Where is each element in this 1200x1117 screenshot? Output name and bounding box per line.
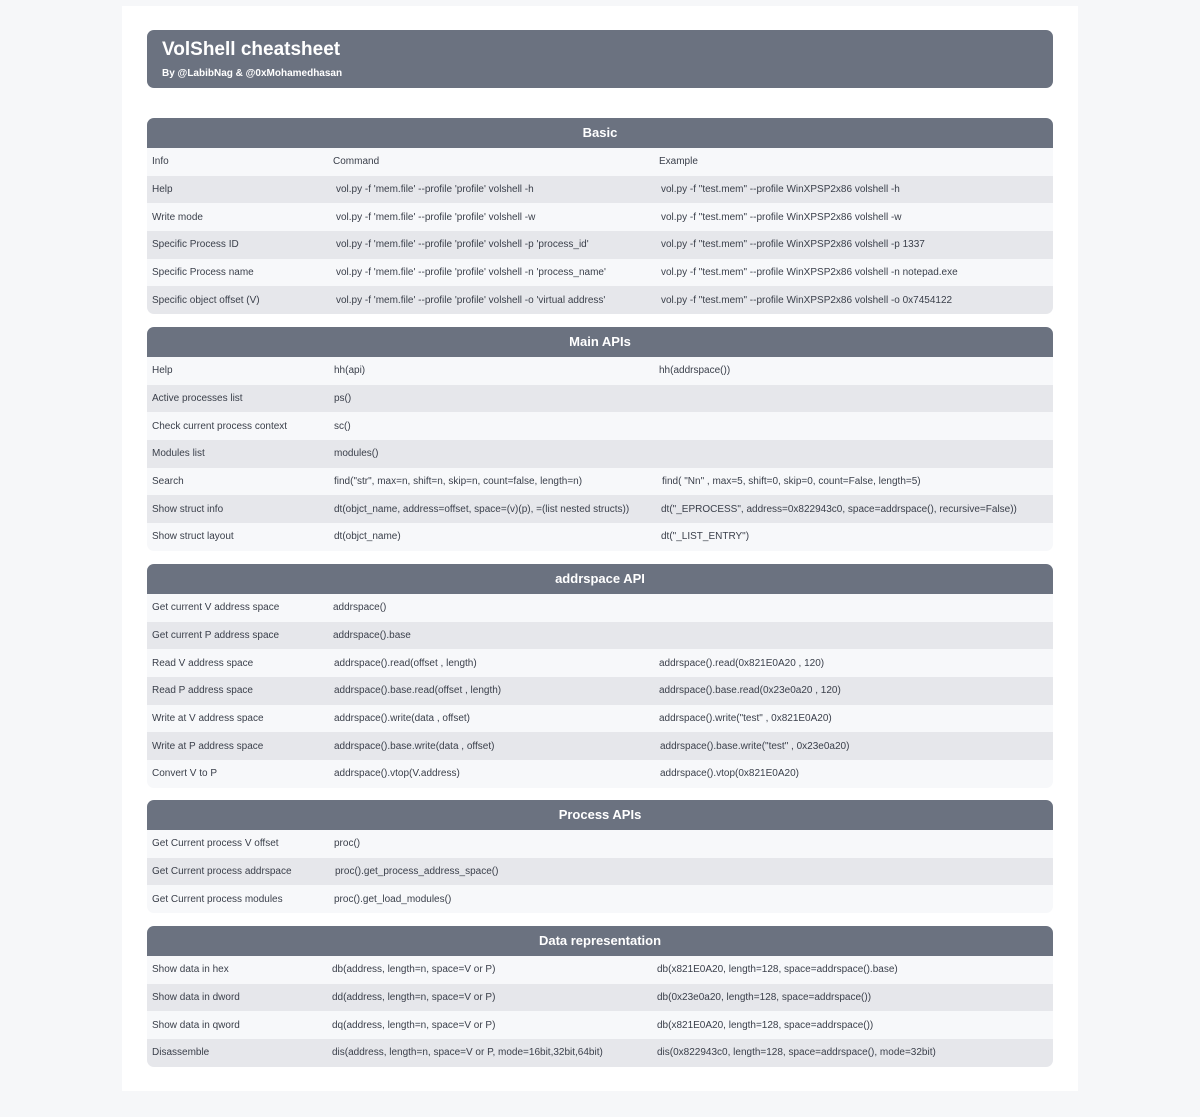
table-row bbox=[147, 286, 1053, 314]
table-row bbox=[147, 984, 1053, 1012]
example-cell: addrspace().base.write("test" , 0x23e0a20) bbox=[660, 740, 850, 752]
info-cell: Specific object offset (V) bbox=[152, 294, 260, 306]
table-row bbox=[147, 622, 1053, 650]
section-heading: Data representation bbox=[147, 926, 1053, 956]
info-cell: Read V address space bbox=[152, 657, 254, 669]
info-cell: Write mode bbox=[152, 211, 203, 223]
command-cell: ps() bbox=[334, 393, 352, 405]
section-main-apis bbox=[147, 327, 1053, 551]
command-cell: vol.py -f 'mem.file' --profile 'profile' volshell -n 'process_name' bbox=[336, 267, 606, 279]
table-row bbox=[147, 956, 1053, 984]
table-row bbox=[147, 649, 1053, 677]
command-cell: addrspace().base.write(data , offset) bbox=[334, 740, 495, 752]
table-row bbox=[147, 412, 1053, 440]
table-row bbox=[147, 468, 1053, 496]
info-cell: Get current P address space bbox=[152, 630, 280, 642]
table-row bbox=[147, 495, 1053, 523]
table-row bbox=[147, 830, 1053, 858]
example-cell: dt("_LIST_ENTRY") bbox=[661, 531, 750, 543]
command-cell: vol.py -f 'mem.file' --profile 'profile' volshell -o 'virtual address' bbox=[336, 294, 606, 306]
page-title: VolShell cheatsheet bbox=[162, 39, 341, 60]
table-row bbox=[147, 594, 1053, 622]
table-row bbox=[147, 885, 1053, 913]
example-cell: hh(addrspace()) bbox=[659, 365, 731, 377]
example-cell: db(x821E0A20, length=128, space=addrspace()) bbox=[657, 1019, 874, 1031]
table-row bbox=[147, 705, 1053, 733]
table-row bbox=[147, 231, 1053, 259]
command-cell: dis(address, length=n, space=V or P, mode=16bit,32bit,64bit) bbox=[332, 1047, 603, 1059]
info-cell: Show data in dword bbox=[152, 992, 240, 1004]
section-process-apis bbox=[147, 800, 1053, 913]
info-cell: Specific Process name bbox=[152, 267, 254, 279]
section-heading: Basic bbox=[147, 118, 1053, 148]
info-cell: Read P address space bbox=[152, 685, 253, 697]
example-cell: addrspace().base.read(0x23e0a20 , 120) bbox=[659, 685, 841, 697]
section-heading: addrspace API bbox=[147, 564, 1053, 594]
command-cell: addrspace() bbox=[333, 602, 387, 614]
info-cell: Check current process context bbox=[152, 420, 288, 432]
info-cell: Specific Process ID bbox=[152, 239, 239, 251]
example-cell: Example bbox=[659, 156, 698, 168]
info-cell: Get Current process addrspace bbox=[152, 866, 292, 878]
info-cell: Show struct layout bbox=[152, 531, 234, 543]
info-cell: Get current V address space bbox=[152, 602, 280, 614]
example-cell: vol.py -f "test.mem" --profile WinXPSP2x86 volshell -n notepad.exe bbox=[661, 267, 958, 279]
table-row bbox=[147, 440, 1053, 468]
section-data-representation bbox=[147, 926, 1053, 1067]
info-cell: Active processes list bbox=[152, 393, 243, 405]
command-cell: proc().get_load_modules() bbox=[334, 893, 452, 905]
table-row bbox=[147, 203, 1053, 231]
example-cell: addrspace().vtop(0x821E0A20) bbox=[660, 768, 799, 780]
section-heading: Main APIs bbox=[147, 327, 1053, 357]
command-cell: Command bbox=[333, 156, 380, 168]
command-cell: vol.py -f 'mem.file' --profile 'profile' volshell -p 'process_id' bbox=[336, 239, 589, 251]
section-addrspace-api bbox=[147, 564, 1053, 788]
command-cell: dd(address, length=n, space=V or P) bbox=[332, 992, 496, 1004]
cheatsheet-page bbox=[122, 6, 1078, 1091]
command-cell: modules() bbox=[334, 448, 379, 460]
command-cell: vol.py -f 'mem.file' --profile 'profile' volshell -h bbox=[336, 184, 534, 196]
command-cell: addrspace().base.read(offset , length) bbox=[334, 685, 502, 697]
info-cell: Search bbox=[152, 476, 184, 488]
table-row bbox=[147, 176, 1053, 204]
section-basic bbox=[147, 118, 1053, 314]
command-cell: dt(objct_name) bbox=[334, 531, 401, 543]
info-cell: Write at V address space bbox=[152, 713, 264, 725]
table-row bbox=[147, 858, 1053, 886]
info-cell: Show struct info bbox=[152, 503, 224, 515]
example-cell: vol.py -f "test.mem" --profile WinXPSP2x86 volshell -o 0x7454122 bbox=[661, 294, 953, 306]
command-cell: db(address, length=n, space=V or P) bbox=[332, 964, 496, 976]
command-cell: addrspace().read(offset , length) bbox=[334, 657, 477, 669]
example-cell: vol.py -f "test.mem" --profile WinXPSP2x86 volshell -w bbox=[661, 211, 902, 223]
example-cell: db(0x23e0a20, length=128, space=addrspace()) bbox=[657, 992, 872, 1004]
info-cell: Show data in hex bbox=[152, 964, 229, 976]
table-row bbox=[147, 259, 1053, 287]
command-cell: vol.py -f 'mem.file' --profile 'profile' volshell -w bbox=[336, 211, 536, 223]
command-cell: dq(address, length=n, space=V or P) bbox=[332, 1019, 496, 1031]
command-cell: dt(objct_name, address=offset, space=(v)(p), =(list nested structs)) bbox=[334, 503, 630, 515]
table-header-row bbox=[147, 148, 1053, 176]
info-cell: Help bbox=[152, 184, 173, 196]
example-cell: dis(0x822943c0, length=128, space=addrspace(), mode=32bit) bbox=[657, 1047, 936, 1059]
example-cell: addrspace().read(0x821E0A20 , 120) bbox=[659, 657, 825, 669]
command-cell: addrspace().vtop(V.address) bbox=[334, 768, 460, 780]
command-cell: addrspace().write(data , offset) bbox=[334, 713, 470, 725]
example-cell: vol.py -f "test.mem" --profile WinXPSP2x86 volshell -h bbox=[661, 184, 900, 196]
command-cell: hh(api) bbox=[334, 365, 366, 377]
info-cell: Info bbox=[152, 156, 169, 168]
table-row bbox=[147, 760, 1053, 788]
info-cell: Help bbox=[152, 365, 173, 377]
info-cell: Modules list bbox=[152, 448, 205, 460]
table-row bbox=[147, 677, 1053, 705]
example-cell: dt("_EPROCESS", address=0x822943c0, space=addrspace(), recursive=False)) bbox=[661, 503, 1017, 515]
info-cell: Show data in qword bbox=[152, 1019, 240, 1031]
info-cell: Get Current process V offset bbox=[152, 838, 279, 850]
example-cell: vol.py -f "test.mem" --profile WinXPSP2x86 volshell -p 1337 bbox=[661, 239, 925, 251]
command-cell: proc().get_process_address_space() bbox=[335, 866, 499, 878]
command-cell: find("str", max=n, shift=n, skip=n, count=false, length=n) bbox=[334, 476, 583, 488]
table-row bbox=[147, 1011, 1053, 1039]
page-subtitle: By @LabibNag & @0xMohamedhasan bbox=[162, 68, 343, 79]
command-cell: proc() bbox=[334, 838, 361, 850]
table-row bbox=[147, 1039, 1053, 1067]
example-cell: addrspace().write("test" , 0x821E0A20) bbox=[659, 713, 832, 725]
table-row bbox=[147, 385, 1053, 413]
command-cell: sc() bbox=[334, 420, 351, 432]
info-cell: Get Current process modules bbox=[152, 893, 283, 905]
example-cell: db(x821E0A20, length=128, space=addrspace().base) bbox=[657, 964, 898, 976]
table-row bbox=[147, 357, 1053, 385]
table-row bbox=[147, 732, 1053, 760]
table-row bbox=[147, 523, 1053, 551]
command-cell: addrspace().base bbox=[333, 630, 411, 642]
section-heading: Process APIs bbox=[147, 800, 1053, 830]
info-cell: Disassemble bbox=[152, 1047, 210, 1059]
info-cell: Convert V to P bbox=[152, 768, 218, 780]
title-banner bbox=[147, 30, 1053, 88]
info-cell: Write at P address space bbox=[152, 740, 264, 752]
example-cell: find( "Nn" , max=5, shift=0, skip=0, count=False, length=5) bbox=[662, 476, 921, 488]
